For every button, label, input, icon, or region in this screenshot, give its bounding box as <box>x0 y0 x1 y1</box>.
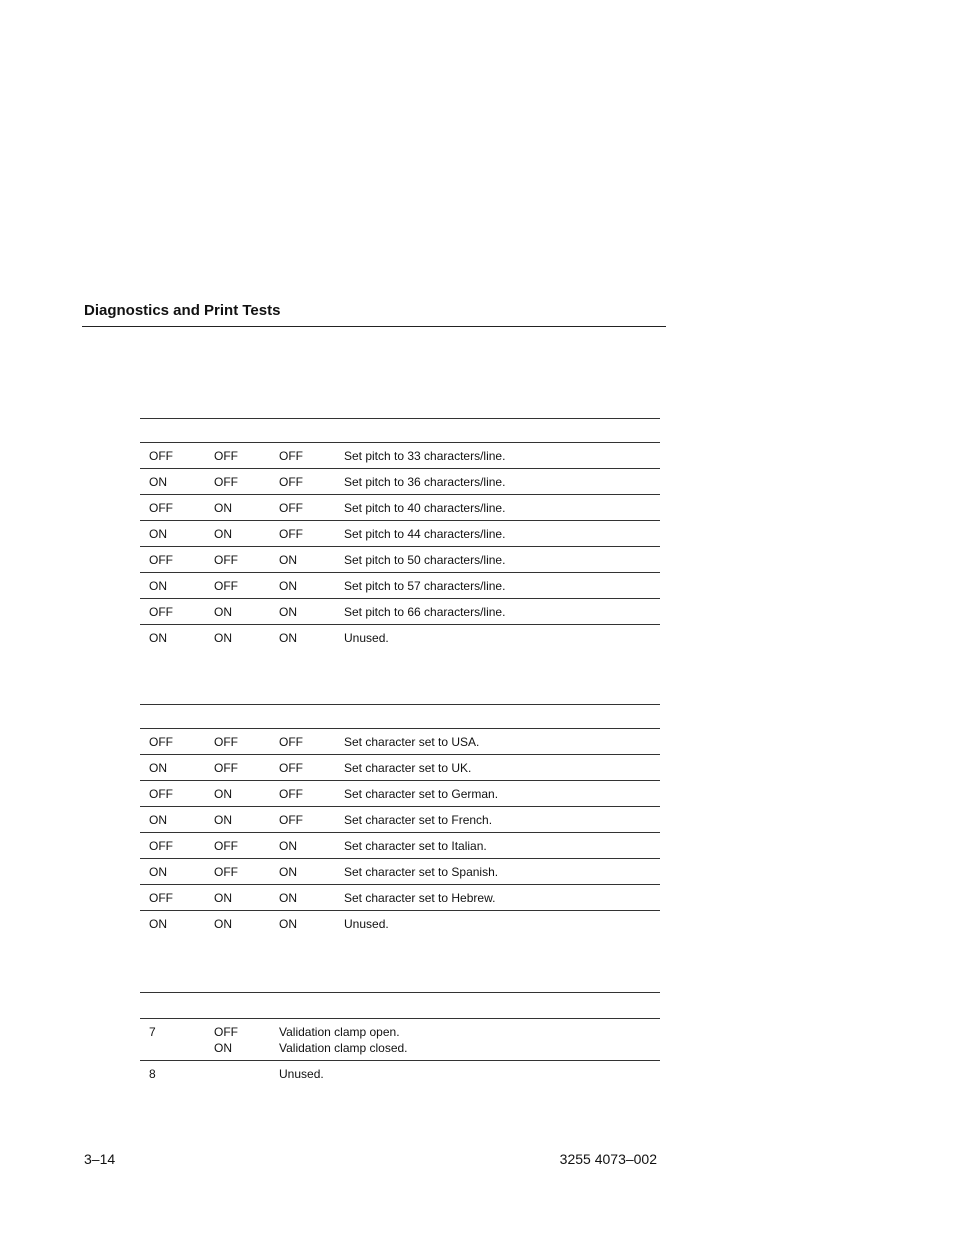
table-cell: ON <box>149 865 167 879</box>
table-cell: ON <box>279 553 297 567</box>
table-cell: Set character set to Spanish. <box>344 865 499 879</box>
table-cell: ON <box>214 787 232 801</box>
table-cell: ON <box>214 605 232 619</box>
doc-number: 3255 4073–002 <box>559 1151 657 1167</box>
table-cell: ON <box>214 527 232 541</box>
table-cell: ON <box>214 891 232 905</box>
table-cell: Set pitch to 57 characters/line. <box>344 579 506 593</box>
table-cell: ON <box>279 579 297 593</box>
table-row <box>140 729 660 755</box>
table-cell: OFF <box>214 579 238 593</box>
table-cell: ON <box>214 631 232 645</box>
table-cell: Set character set to UK. <box>344 761 472 775</box>
table-row <box>140 495 660 521</box>
table-row <box>140 755 660 781</box>
table-cell: OFF <box>149 605 173 619</box>
table-row <box>140 573 660 599</box>
pitch-table <box>140 418 660 650</box>
table-row <box>140 833 660 859</box>
table-cell: OFF <box>214 1025 238 1039</box>
table-cell: ON <box>149 631 167 645</box>
table-cell: Set pitch to 66 characters/line. <box>344 605 506 619</box>
table-cell: OFF <box>214 449 238 463</box>
table-header <box>140 704 660 729</box>
table-cell: OFF <box>214 475 238 489</box>
table-cell: Unused. <box>344 917 389 931</box>
table-row <box>140 625 660 650</box>
table-cell: ON <box>214 917 232 931</box>
table-row <box>140 911 660 936</box>
table-cell: OFF <box>279 527 303 541</box>
table-cell: Set pitch to 36 characters/line. <box>344 475 506 489</box>
table-cell: Unused. <box>279 1067 324 1081</box>
table-cell: Set pitch to 33 characters/line. <box>344 449 506 463</box>
page-number: 3–14 <box>84 1151 116 1167</box>
table-cell: OFF <box>279 501 303 515</box>
table-row <box>140 1061 660 1086</box>
table-cell: ON <box>279 631 297 645</box>
table-cell: OFF <box>214 865 238 879</box>
table-cell: ON <box>279 839 297 853</box>
table-cell: ON <box>149 761 167 775</box>
table-header <box>140 992 660 1019</box>
table-cell: ON <box>149 527 167 541</box>
table-cell: OFF <box>214 839 238 853</box>
table-cell: Set character set to French. <box>344 813 493 827</box>
table-cell: OFF <box>149 501 173 515</box>
table-cell: Set character set to German. <box>344 787 499 801</box>
table-cell: OFF <box>279 813 303 827</box>
table-cell: OFF <box>279 449 303 463</box>
table-row <box>140 781 660 807</box>
table-row <box>140 885 660 911</box>
table-cell: OFF <box>214 735 238 749</box>
table-cell: ON <box>279 917 297 931</box>
table-cell: Validation clamp open. <box>279 1025 400 1039</box>
table-cell: OFF <box>149 839 173 853</box>
table-cell: OFF <box>149 891 173 905</box>
table-cell: Unused. <box>344 631 389 645</box>
table-cell: OFF <box>149 449 173 463</box>
table-cell: ON <box>214 501 232 515</box>
table-row <box>140 599 660 625</box>
table-row <box>140 469 660 495</box>
table-cell: OFF <box>279 735 303 749</box>
table-row <box>140 859 660 885</box>
table-cell: OFF <box>149 787 173 801</box>
table-cell: ON <box>279 865 297 879</box>
table-cell: OFF <box>279 475 303 489</box>
title-rule <box>82 326 666 327</box>
table-cell: OFF <box>279 761 303 775</box>
table-cell: 7 <box>149 1025 156 1039</box>
table-cell: ON <box>149 813 167 827</box>
table-cell: OFF <box>149 553 173 567</box>
table-cell: OFF <box>279 787 303 801</box>
section-title: Diagnostics and Print Tests <box>84 302 281 319</box>
table-cell: ON <box>279 891 297 905</box>
table-cell: Set character set to USA. <box>344 735 480 749</box>
table-cell: Set pitch to 44 characters/line. <box>344 527 506 541</box>
table-row <box>140 443 660 469</box>
table-row <box>140 1019 660 1061</box>
table-row <box>140 521 660 547</box>
charset-table <box>140 704 660 936</box>
table-cell: ON <box>214 1041 232 1055</box>
table-cell: Set pitch to 50 characters/line. <box>344 553 506 567</box>
table-cell: OFF <box>214 553 238 567</box>
table-cell: Set character set to Hebrew. <box>344 891 496 905</box>
table-header <box>140 418 660 443</box>
table-cell: Set pitch to 40 characters/line. <box>344 501 506 515</box>
table-cell: ON <box>149 917 167 931</box>
table-row <box>140 547 660 573</box>
table-row <box>140 807 660 833</box>
switch-table <box>140 992 660 1086</box>
table-cell: 8 <box>149 1067 156 1081</box>
table-cell: ON <box>214 813 232 827</box>
table-cell: ON <box>149 475 167 489</box>
table-cell: ON <box>279 605 297 619</box>
table-cell: ON <box>149 579 167 593</box>
table-cell: OFF <box>149 735 173 749</box>
table-cell: Validation clamp closed. <box>279 1041 408 1055</box>
table-cell: Set character set to Italian. <box>344 839 487 853</box>
table-cell: OFF <box>214 761 238 775</box>
